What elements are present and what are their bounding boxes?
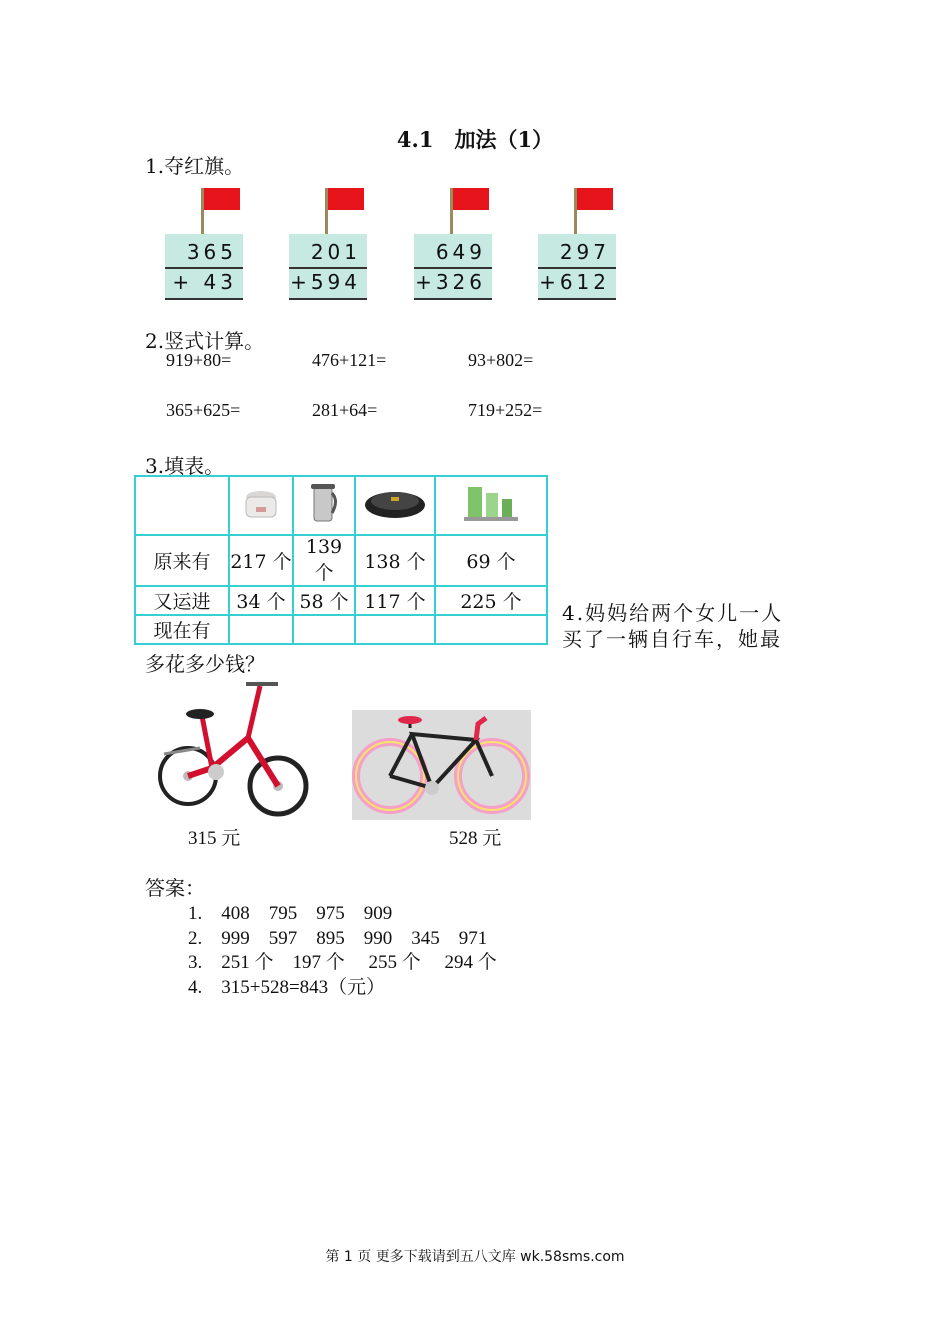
road-bike-image bbox=[352, 710, 531, 820]
appliance-cell bbox=[229, 476, 293, 535]
addend-bottom: + 43 bbox=[172, 270, 237, 294]
table-cell: 138 个 bbox=[355, 535, 435, 586]
addend-top: 649 bbox=[435, 240, 486, 264]
expression: 93+802= bbox=[468, 350, 534, 370]
table-cell: 225 个 bbox=[435, 586, 547, 615]
appliance-cell bbox=[435, 476, 547, 535]
fill-table bbox=[134, 475, 548, 645]
row-head: 又运进 bbox=[135, 586, 229, 615]
answer-line: 2. 999 597 895 990 345 971 bbox=[188, 928, 488, 949]
table-cell bbox=[293, 615, 355, 644]
row-head: 原来有 bbox=[135, 535, 229, 586]
table-cell bbox=[229, 615, 293, 644]
expression: 365+625= bbox=[166, 400, 241, 420]
table-cell bbox=[355, 615, 435, 644]
kettle-icon bbox=[307, 481, 341, 525]
red-flag-icon bbox=[328, 188, 364, 210]
q4-line-3: 多花多少钱？ bbox=[145, 652, 265, 676]
red-flag-icon bbox=[577, 188, 613, 210]
answer-line: 1. 408 795 975 909 bbox=[188, 903, 393, 924]
juicer-icon bbox=[460, 483, 522, 523]
table-cell: 69 个 bbox=[435, 535, 547, 586]
q4-line-2: 买了一辆自行车，她最 bbox=[562, 627, 782, 651]
table-cell: 139 个 bbox=[293, 535, 355, 586]
addend-top: 201 bbox=[310, 240, 361, 264]
table-cell: 217 个 bbox=[229, 535, 293, 586]
answer-line: 3. 251 个 197 个 255 个 294 个 bbox=[188, 952, 497, 973]
sandwich-maker-icon bbox=[362, 485, 428, 521]
red-flag-icon bbox=[453, 188, 489, 210]
q2-label: 2.竖式计算。 bbox=[145, 329, 265, 353]
page-footer: 第 1 页 更多下载请到五八文库 wk.58sms.com bbox=[325, 1249, 625, 1265]
table-cell bbox=[435, 615, 547, 644]
page-title: 4.1 加法（1） bbox=[396, 127, 554, 152]
vertical-sum-box bbox=[414, 234, 492, 300]
expression: 719+252= bbox=[468, 400, 543, 420]
flag-sum-3 bbox=[414, 188, 492, 300]
addend-top: 297 bbox=[559, 240, 610, 264]
q1-label: 1.夺红旗。 bbox=[145, 154, 245, 178]
bike-1-price: 315 元 bbox=[188, 828, 241, 849]
bike-2-price: 528 元 bbox=[449, 828, 502, 849]
expression: 919+80= bbox=[166, 350, 232, 370]
expression: 281+64= bbox=[312, 400, 378, 420]
appliance-cell bbox=[293, 476, 355, 535]
addend-bottom: +326 bbox=[415, 270, 486, 294]
row-head: 现在有 bbox=[135, 615, 229, 644]
header-empty-cell bbox=[135, 476, 229, 535]
answers-label: 答案： bbox=[145, 876, 205, 900]
rice-cooker-icon bbox=[241, 483, 281, 523]
flag-sum-1 bbox=[165, 188, 243, 300]
answer-line: 4. 315+528=843（元） bbox=[188, 977, 386, 998]
flag-sum-4 bbox=[538, 188, 616, 300]
table-cell: 34 个 bbox=[229, 586, 293, 615]
flag-sum-2 bbox=[289, 188, 367, 300]
folding-bike-image bbox=[150, 676, 310, 822]
vertical-sum-box bbox=[289, 234, 367, 300]
q4-line-1: 4.妈妈给两个女儿一人 bbox=[562, 601, 784, 625]
addend-bottom: +612 bbox=[539, 270, 610, 294]
table-cell: 117 个 bbox=[355, 586, 435, 615]
expression: 476+121= bbox=[312, 350, 387, 370]
appliance-cell bbox=[355, 476, 435, 535]
addend-bottom: +594 bbox=[290, 270, 361, 294]
red-flag-icon bbox=[204, 188, 240, 210]
table-cell: 58 个 bbox=[293, 586, 355, 615]
addend-top: 365 bbox=[186, 240, 237, 264]
vertical-sum-box bbox=[165, 234, 243, 300]
vertical-sum-box bbox=[538, 234, 616, 300]
q3-label: 3.填表。 bbox=[145, 454, 225, 478]
